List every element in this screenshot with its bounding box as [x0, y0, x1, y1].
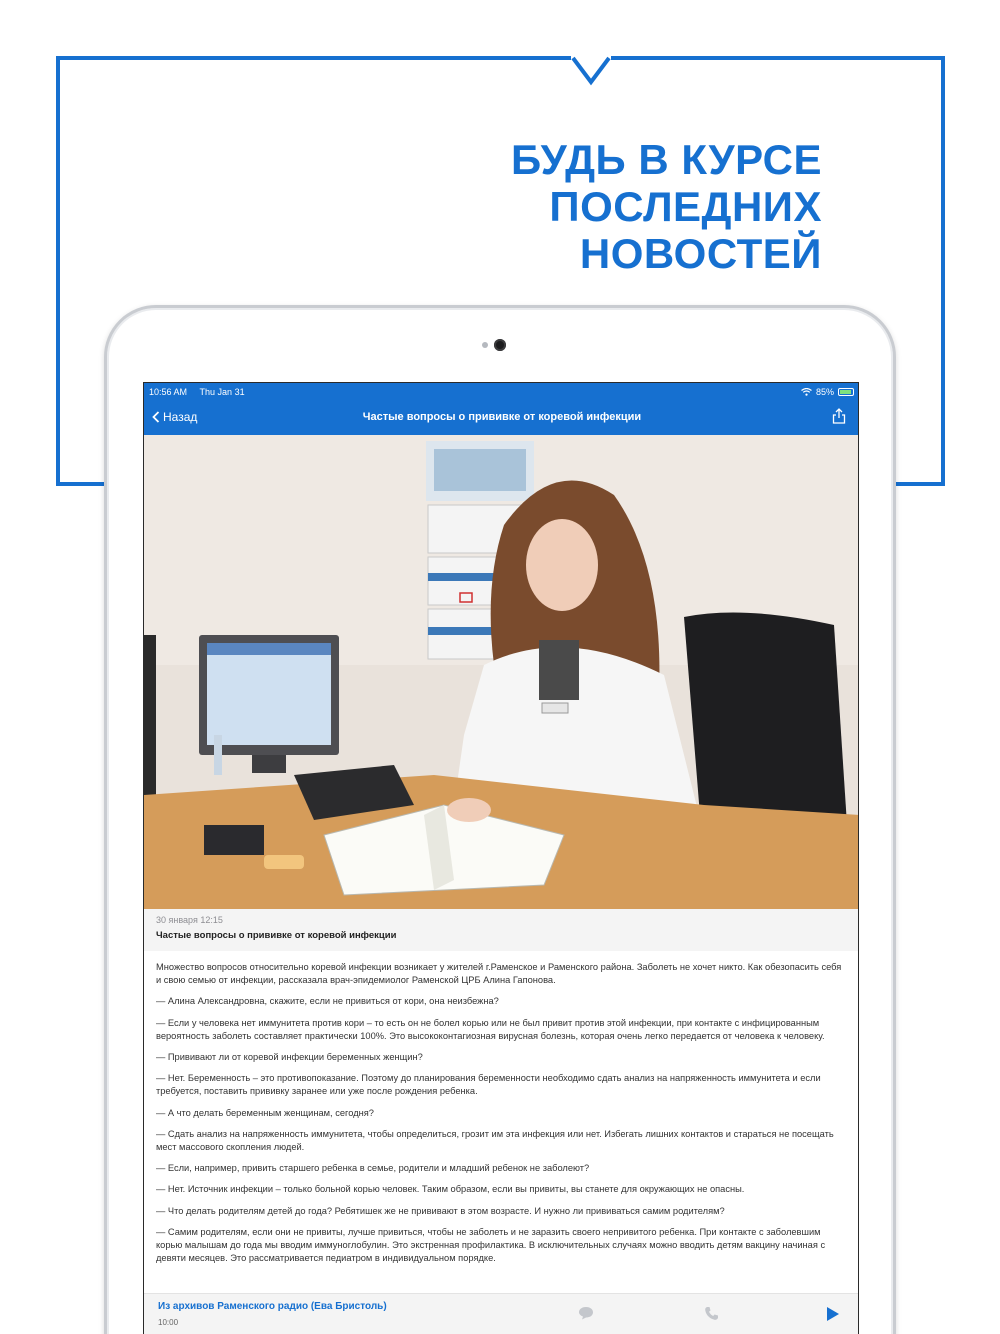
player-time: 10:00: [158, 1318, 179, 1327]
article-date: 30 января 12:15: [156, 915, 223, 925]
promo-frame-top: [56, 56, 574, 60]
article-paragraph: — Прививают ли от коревой инфекции беременных женщин?: [156, 1052, 423, 1063]
article-paragraph: — Нет. Источник инфекции – только больной корью человек. Таким образом, если вы привиты, вы станете для окружающих не опасны.: [156, 1184, 745, 1195]
wifi-icon: [801, 388, 812, 396]
battery-icon: [838, 388, 854, 396]
promo-frame-top: [606, 56, 945, 60]
article-paragraph: — Нет. Беременность – это противопоказание. Поэтому до планирования беременности необходимо сдать анализ на напряженность иммунитета и если требуется, поставить прививку заранее или уже после рождения ребенка.: [156, 1073, 821, 1097]
article-paragraph: — Что делать родителям детей до года? Ребятишек же не прививают в этом возрасте. И нужно ли прививаться самим родителям?: [156, 1205, 725, 1216]
status-date: Thu Jan 31: [199, 387, 245, 397]
share-icon[interactable]: [832, 408, 846, 424]
article-paragraph: — Сдать анализ на напряженность иммунитета, чтобы определиться, грозит им эта инфекция или нет. Избегать лишних контактов и стараться не посещать мест массового скопления людей.: [156, 1128, 834, 1153]
headline-line: БУДЬ В КУРСЕ: [510, 136, 822, 183]
article-meta: [144, 909, 859, 951]
radio-player: [144, 1293, 859, 1334]
nav-title: Частые вопросы о прививке от коревой инфекции: [362, 411, 642, 423]
headline-line: ПОСЛЕДНИХ: [549, 183, 822, 230]
chat-icon[interactable]: [578, 1306, 594, 1320]
player-title[interactable]: Из архивов Раменского радио (Ева Бристоль): [158, 1301, 387, 1312]
camera-icon: [494, 339, 506, 351]
article-paragraph: — Если у человека нет иммунитета против кори – то есть он не болел корью или не был привит против этой инфекции, при контакте с инфицированным вероятность заболеть составляет практически 100%. Это высококонтагиозная вирусная болезнь, которая очень легко передается от человека к человеку.: [156, 1017, 825, 1041]
status-bar-right: [801, 387, 854, 397]
status-time: 10:56 AM: [149, 387, 188, 397]
phone-icon[interactable]: [704, 1306, 719, 1321]
article-paragraph: Множество вопросов относительно коревой инфекции возникает у жителей г.Раменское и Раменского района. Заболеть не хочет никто. Как обезопасить себя и свою семью от инфекции, рассказала врач-эпидемиолог Раменской ЦРБ Алина Гапонова.: [156, 962, 842, 986]
play-icon[interactable]: [826, 1306, 840, 1322]
article-paragraph: — Если, например, привить старшего ребенка в семье, родители и младший ребенок не заболеют?: [156, 1163, 590, 1174]
navigation-bar: [144, 383, 859, 435]
article-body: [156, 961, 848, 1273]
status-bar-left: [149, 387, 245, 397]
headline-line: НОВОСТЕЙ: [579, 230, 822, 277]
battery-percent: 85%: [815, 387, 834, 397]
sensor-dot: [482, 342, 488, 348]
promo-headline: [511, 136, 822, 277]
app-screen: [143, 382, 859, 1334]
back-label: Назад: [163, 410, 198, 424]
article-title: Частые вопросы о прививке от коревой инфекции: [156, 930, 397, 941]
speech-notch-icon: [571, 54, 611, 88]
article-paragraph: — А что делать беременным женщинам, сегодня?: [156, 1107, 374, 1118]
article-photo: [144, 435, 859, 909]
article-paragraph: — Самим родителям, если они не привиты, лучше привиться, чтобы не заболеть и не заразить своего непривитого ребенка. При контакте с заболевшим корью малышам до года мы вводим иммуноглобулин. Это экстренная профилактика. В исключительных случаях можно вводить детям вакцину начиная с девяти месяцев. Это рассматривается педиатром в индивидуальном порядке.: [156, 1226, 826, 1264]
article-paragraph: — Алина Александровна, скажите, если не привиться от кори, она неизбежна?: [156, 996, 499, 1007]
